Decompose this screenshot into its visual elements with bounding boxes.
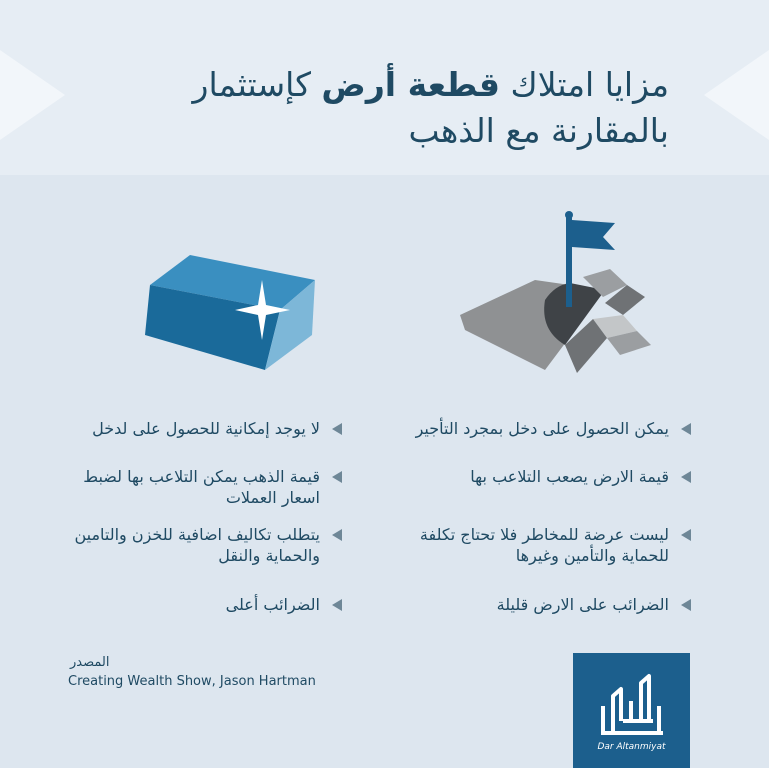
land-point-4 (371, 594, 691, 615)
gold-point-2 (57, 466, 342, 508)
dar-altanmiyat-logo (573, 653, 690, 768)
land-point-1-text: يمكن الحصول على دخل بمجرد التأجير (415, 419, 669, 438)
title-line-1 (120, 62, 669, 108)
gold-point-4-text: الضرائب أعلى (225, 595, 320, 614)
bullet-icon (332, 599, 342, 611)
gold-point-3 (57, 524, 342, 566)
gold-bar-icon (140, 250, 325, 375)
title-bold: قطعة أرض (321, 65, 501, 104)
bullet-icon (681, 471, 691, 483)
title-part-2: كإستثمار (192, 65, 311, 104)
bullet-icon (332, 529, 342, 541)
logo-brand-text: Dar Altanmiyat (597, 742, 666, 752)
bullet-icon (681, 529, 691, 541)
gold-point-1-text: لا يوجد إمكانية للحصول على لدخل (92, 419, 320, 438)
land-point-4-text: الضرائب على الارض قليلة (496, 595, 669, 614)
title-part-1: مزايا امتلاك (510, 65, 669, 104)
gold-point-4 (57, 594, 342, 615)
bullet-icon (332, 471, 342, 483)
land-point-1 (371, 418, 691, 439)
logo-mark-icon (573, 661, 690, 741)
bullet-icon (332, 423, 342, 435)
land-point-2-text: قيمة الارض يصعب التلاعب بها (470, 467, 669, 486)
land-flag-icon (455, 205, 655, 385)
land-point-2 (371, 466, 691, 487)
land-point-3 (371, 524, 691, 566)
header-arrow-right (704, 50, 769, 140)
title-line-2: بالمقارنة مع الذهب (408, 111, 669, 150)
page-title (120, 62, 669, 154)
land-point-3-text: ليست عرضة للمخاطر فلا تحتاج تكلفة للحماية والتأمين وغيرها (419, 525, 669, 565)
gold-point-1 (57, 418, 342, 439)
source-text: Creating Wealth Show, Jason Hartman (68, 674, 316, 689)
header-arrow-left (0, 50, 65, 140)
bullet-icon (681, 423, 691, 435)
gold-point-2-text: قيمة الذهب يمكن التلاعب بها لضبط اسعار العملات (83, 467, 320, 507)
source-label: المصدر (70, 655, 110, 670)
bullet-icon (681, 599, 691, 611)
gold-point-3-text: يتطلب تكاليف اضافية للخزن والتامين والحماية والنقل (74, 525, 320, 565)
source-credit (68, 655, 316, 689)
